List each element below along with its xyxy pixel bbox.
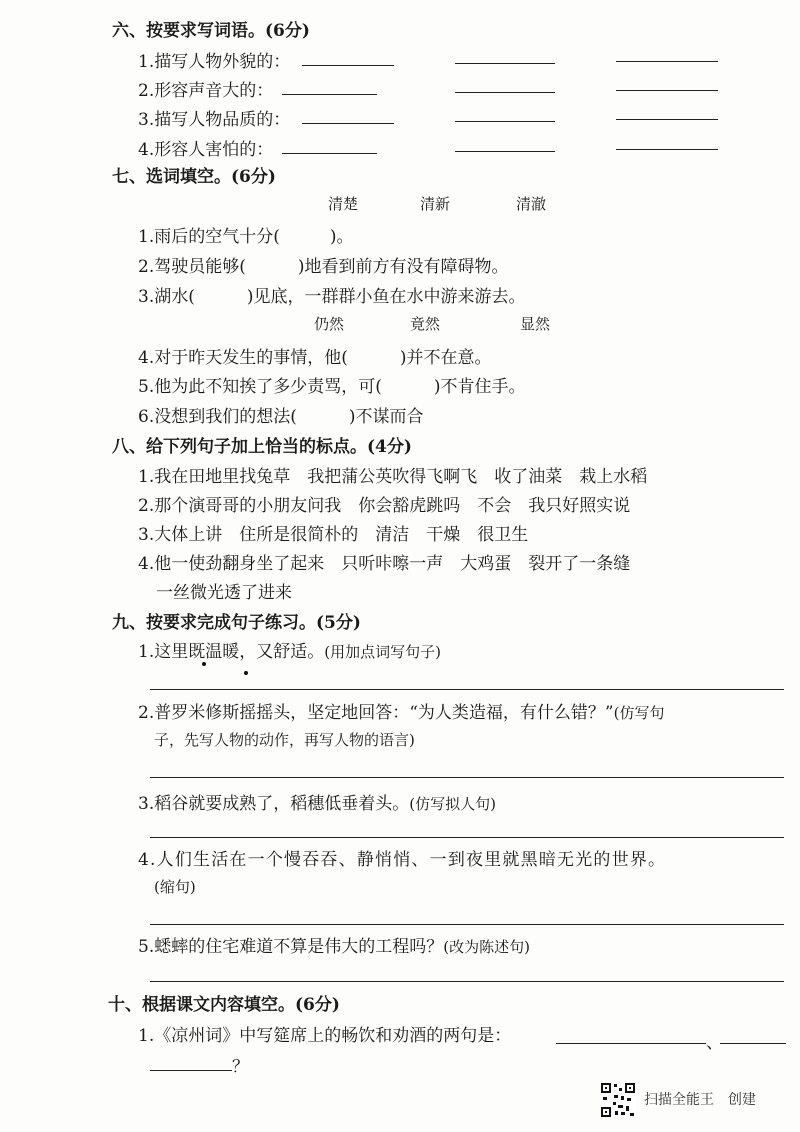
s10-end-mark: ？ — [232, 1057, 249, 1077]
word-option: 清新 — [420, 195, 451, 213]
section-7-title: 七、选词填空。(6分) — [112, 167, 276, 187]
s8-item-4: 4.他一使劲翻身坐了起来 只听咔嚓一声 大鸡蛋 裂开了一条缝 — [138, 554, 631, 574]
s7-q4: 4.对于昨天发生的事情，他( )并不在意。 — [138, 348, 492, 368]
s8-item-2: 2.那个演哥哥的小朋友问我 你会豁虎跳吗 不会 我只好照实说 — [138, 496, 631, 516]
s7-q6: 6.没想到我们的想法( )不谋而合 — [138, 407, 424, 427]
s6-item-3: 3.描写人物品质的： — [138, 110, 291, 130]
answer-line[interactable] — [556, 1043, 706, 1044]
qr-code-icon — [600, 1082, 636, 1118]
s9-q4: 4.人们生活在一个慢吞吞、静悄悄、一到夜里就黑暗无光的世界。 — [138, 850, 667, 870]
s6-item-4: 4.形容人害怕的： — [138, 140, 274, 160]
s6-blank-4b[interactable] — [455, 151, 555, 152]
s9-q5: 5.蟋蟀的住宅难道不算是伟大的工程吗？(改为陈述句) — [138, 937, 530, 957]
answer-line[interactable] — [150, 1070, 232, 1071]
word-option: 显然 — [520, 315, 551, 333]
section-8-title: 八、给下列句子加上恰当的标点。(4分) — [112, 437, 412, 457]
s10-q1: 1.《凉州词》中写筵席上的畅饮和劝酒的两句是： — [138, 1026, 512, 1046]
answer-line[interactable] — [150, 837, 784, 838]
s6-blank-2b[interactable] — [455, 92, 555, 93]
answer-line[interactable] — [150, 777, 784, 778]
s9-q2: 2.普罗米修斯摇摇头，坚定地回答：“为人类造福，有什么错？”(仿写句 — [138, 703, 665, 723]
s6-blank-2c[interactable] — [616, 90, 718, 91]
s10-separator: 、 — [706, 1033, 723, 1053]
s6-blank-2a[interactable] — [282, 94, 377, 95]
s9-q4-note: (缩句) — [154, 878, 196, 896]
s8-item-3: 3.大体上讲 住所是很简朴的 清洁 干燥 很卫生 — [138, 525, 529, 545]
s6-blank-1a[interactable] — [302, 65, 394, 66]
s7-q3: 3.湖水( )见底，一群群小鱼在水中游来游去。 — [138, 287, 526, 307]
section-6-title: 六、按要求写词语。(6分) — [112, 21, 310, 41]
answer-line[interactable] — [150, 689, 784, 690]
s6-blank-1c[interactable] — [616, 61, 718, 62]
s6-blank-4c[interactable] — [616, 149, 718, 150]
s6-blank-4a[interactable] — [282, 153, 377, 154]
s8-item-1: 1.我在田地里找兔草 我把蒲公英吹得飞啊飞 收了油菜 栽上水稻 — [138, 467, 648, 487]
s7-q5: 5.他为此不知挨了多少责骂，可( )不肯住手。 — [138, 377, 526, 397]
s6-item-1: 1.描写人物外貌的： — [138, 52, 291, 72]
s9-q2-cont: 子，先写人物的动作，再写人物的语言) — [154, 731, 415, 749]
word-option: 竟然 — [410, 315, 441, 333]
s6-blank-3a[interactable] — [302, 123, 394, 124]
section-9-title: 九、按要求完成句子练习。(5分) — [112, 613, 361, 633]
s6-blank-1b[interactable] — [455, 63, 555, 64]
word-option: 清楚 — [328, 195, 359, 213]
watermark-text: 扫描全能王 创建 — [644, 1092, 756, 1108]
answer-line[interactable] — [150, 981, 784, 982]
answer-line[interactable] — [720, 1043, 786, 1044]
s8-item-4-cont: 一丝微光透了进来 — [156, 583, 292, 603]
s9-q3: 3.稻谷就要成熟了，稻穗低垂着头。(仿写拟人句) — [138, 794, 496, 814]
answer-line[interactable] — [150, 924, 784, 925]
word-option: 仍然 — [314, 315, 345, 333]
s7-q1: 1.雨后的空气十分( )。 — [138, 227, 354, 247]
emphasis-dot — [244, 671, 248, 675]
s6-blank-3c[interactable] — [616, 119, 718, 120]
s6-item-2: 2.形容声音大的： — [138, 81, 274, 101]
s9-q1: 1.这里既温暖，又舒适。(用加点词写句子) — [138, 642, 441, 662]
section-10-title: 十、根据课文内容填空。(6分) — [108, 995, 340, 1015]
word-option: 清澈 — [516, 195, 547, 213]
s7-q2: 2.驾驶员能够( )地看到前方有没有障碍物。 — [138, 257, 509, 277]
s6-blank-3b[interactable] — [455, 121, 555, 122]
emphasis-dot — [202, 662, 206, 666]
